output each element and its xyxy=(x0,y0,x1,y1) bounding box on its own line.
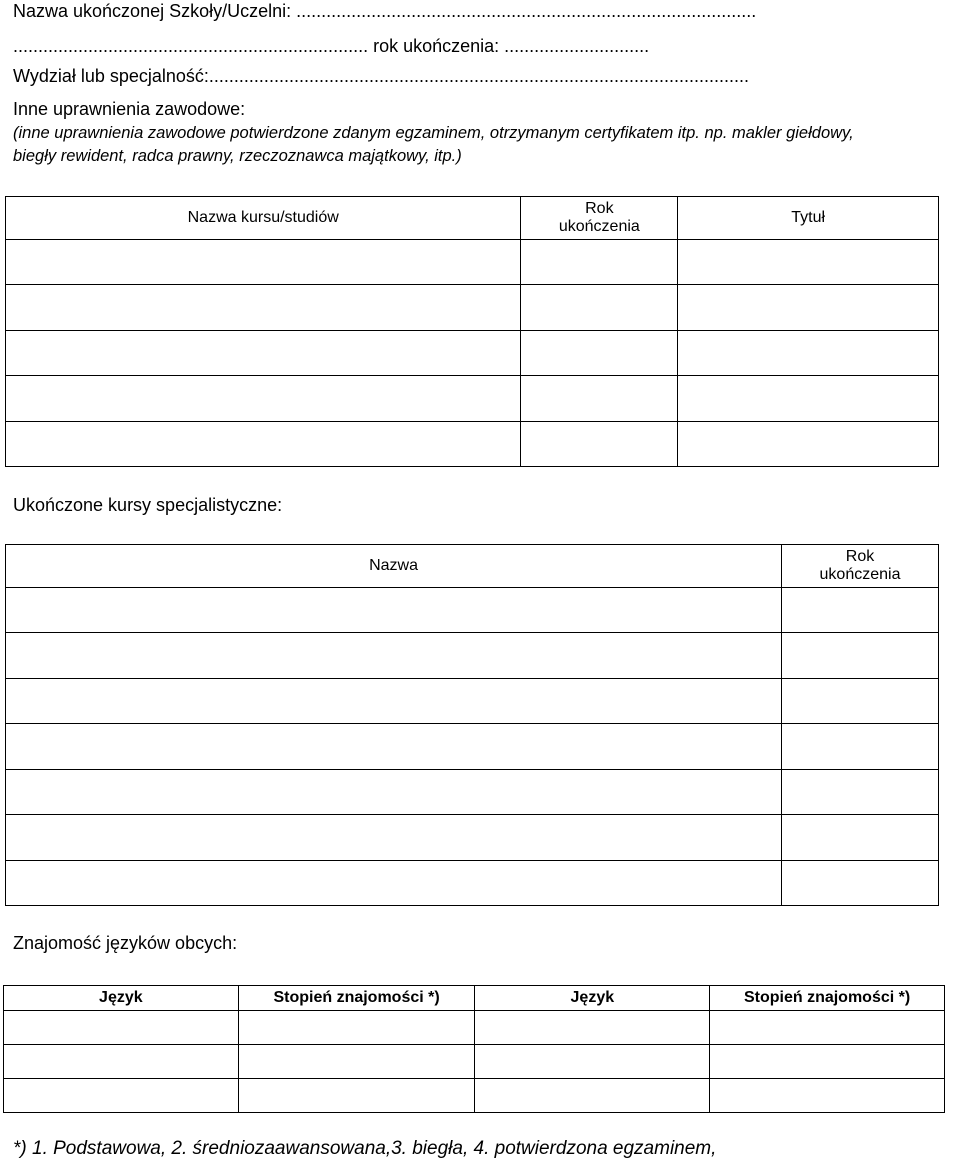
table-cell[interactable] xyxy=(4,1045,239,1079)
table-cell[interactable] xyxy=(6,376,521,422)
table-cell[interactable] xyxy=(521,240,678,285)
table-cell[interactable] xyxy=(782,588,939,633)
table-cell[interactable] xyxy=(710,1045,945,1079)
table-cell[interactable] xyxy=(521,422,678,467)
specialist-header-year xyxy=(782,545,939,588)
table-row xyxy=(6,633,939,679)
languages-table xyxy=(3,985,945,1113)
courses-header-year-text: Rok ukończenia xyxy=(558,200,640,235)
specialist-header-name: Nazwa xyxy=(6,545,782,588)
languages-title: Znajomość języków obcych xyxy=(13,933,233,953)
table-row xyxy=(6,331,939,376)
courses-table xyxy=(5,196,939,467)
footnote: *) 1. Podstawowa, 2. średniozaawansowana,3. biegła, 4. potwierdzona egzaminem, xyxy=(13,1138,717,1159)
table-row xyxy=(6,240,939,285)
table-row xyxy=(6,422,939,467)
table-row xyxy=(6,679,939,724)
table-cell[interactable] xyxy=(6,633,782,679)
other-qualifications-heading xyxy=(13,98,245,120)
heading-colon: : xyxy=(232,933,238,953)
languages-header-level-2: Stopień znajomości *) xyxy=(710,986,945,1011)
table-cell[interactable] xyxy=(6,240,521,285)
table-cell[interactable] xyxy=(782,633,939,679)
table-cell[interactable] xyxy=(6,588,782,633)
languages-header-language-2: Język xyxy=(475,986,710,1011)
table-row xyxy=(6,376,939,422)
table-cell[interactable] xyxy=(6,422,521,467)
other-qualifications-note-line2: biegły rewident, radca prawny, rzeczoznawca majątkowy, itp.) xyxy=(13,147,462,165)
table-cell[interactable] xyxy=(6,331,521,376)
table-row xyxy=(6,815,939,861)
table-cell[interactable] xyxy=(782,724,939,770)
table-row xyxy=(6,724,939,770)
specialist-header-year-text: Rok ukończenia xyxy=(819,548,901,583)
table-cell[interactable] xyxy=(678,331,939,376)
table-cell[interactable] xyxy=(6,679,782,724)
table-row xyxy=(6,285,939,331)
courses-header-name: Nazwa kursu/studiów xyxy=(6,197,521,240)
table-cell[interactable] xyxy=(782,770,939,815)
courses-header-year xyxy=(521,197,678,240)
languages-header-level-1: Stopień znajomości *) xyxy=(238,986,475,1011)
specialist-courses-table xyxy=(5,544,939,906)
table-cell[interactable] xyxy=(678,240,939,285)
table-cell[interactable] xyxy=(678,422,939,467)
table-cell[interactable] xyxy=(6,815,782,861)
table-cell[interactable] xyxy=(475,1045,710,1079)
graduation-year-field: ....................................................................... rok ukończenia: ............................. xyxy=(13,36,650,56)
table-row xyxy=(6,770,939,815)
courses-header-title: Tytuł xyxy=(678,197,939,240)
table-cell[interactable] xyxy=(6,724,782,770)
table-cell[interactable] xyxy=(238,1045,475,1079)
table-cell[interactable] xyxy=(710,1011,945,1045)
table-cell[interactable] xyxy=(6,285,521,331)
languages-header-language-1: Język xyxy=(4,986,239,1011)
table-cell[interactable] xyxy=(475,1079,710,1113)
table-row xyxy=(6,861,939,906)
table-row xyxy=(4,1045,945,1079)
table-cell[interactable] xyxy=(4,1011,239,1045)
specialist-courses-heading xyxy=(13,494,282,516)
school-name-field: Nazwa ukończonej Szkoły/Uczelni: ............................................................................................ xyxy=(13,1,757,21)
table-cell[interactable] xyxy=(678,376,939,422)
table-cell[interactable] xyxy=(4,1079,239,1113)
heading-colon: : xyxy=(240,99,246,119)
heading-colon: : xyxy=(277,495,283,515)
languages-header-row xyxy=(4,986,945,1011)
languages-heading xyxy=(13,932,237,954)
table-cell[interactable] xyxy=(782,679,939,724)
table-cell[interactable] xyxy=(521,331,678,376)
table-row xyxy=(4,1011,945,1045)
other-qualifications-title: Inne uprawnienia zawodowe xyxy=(13,99,241,119)
table-cell[interactable] xyxy=(238,1079,475,1113)
table-cell[interactable] xyxy=(6,770,782,815)
table-row xyxy=(6,588,939,633)
table-cell[interactable] xyxy=(710,1079,945,1113)
table-cell[interactable] xyxy=(782,815,939,861)
table-cell[interactable] xyxy=(6,861,782,906)
specialist-header-row xyxy=(6,545,939,588)
table-cell[interactable] xyxy=(521,376,678,422)
table-row xyxy=(4,1079,945,1113)
table-cell[interactable] xyxy=(475,1011,710,1045)
specialist-courses-title: Ukończone kursy specjalistyczne xyxy=(13,495,278,515)
table-cell[interactable] xyxy=(521,285,678,331)
faculty-field: Wydział lub specjalność:............................................................................................................ xyxy=(13,66,750,86)
other-qualifications-note-line1: (inne uprawnienia zawodowe potwierdzone zdanym egzaminem, otrzymanym certyfikatem itp. np. makler giełdowy, xyxy=(13,124,854,142)
courses-header-row xyxy=(6,197,939,240)
table-cell[interactable] xyxy=(238,1011,475,1045)
table-cell[interactable] xyxy=(678,285,939,331)
table-cell[interactable] xyxy=(782,861,939,906)
